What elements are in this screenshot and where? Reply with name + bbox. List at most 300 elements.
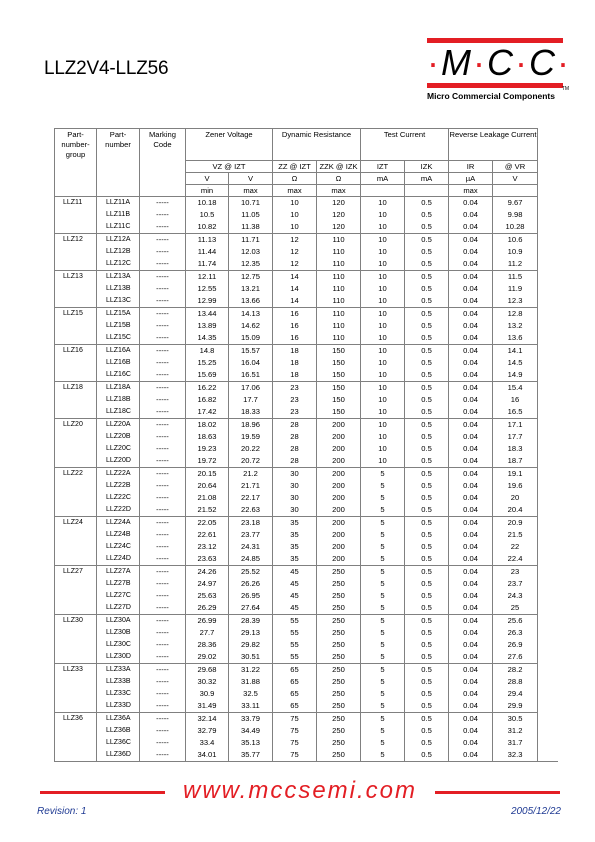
marking-code-cell: ----- (140, 517, 186, 530)
izk-cell: 0.5 (405, 332, 449, 345)
zzk-max-cell: 250 (317, 578, 361, 590)
zz-max-cell: 28 (273, 455, 317, 468)
zzk-max-cell: 250 (317, 590, 361, 602)
symbol-vr: @ VR (493, 161, 538, 173)
zz-max-cell: 55 (273, 615, 317, 628)
zzk-max-cell: 250 (317, 749, 361, 762)
izt-cell: 5 (361, 713, 405, 726)
izt-cell: 10 (361, 382, 405, 395)
header-dynamic-resistance: Dynamic Resistance (273, 129, 361, 161)
zz-max-cell: 65 (273, 688, 317, 700)
vz-max-cell: 25.52 (229, 566, 273, 579)
vr-cell: 21.5 (493, 529, 538, 541)
izk-cell: 0.5 (405, 553, 449, 566)
vz-min-cell: 16.22 (186, 382, 229, 395)
izt-cell: 5 (361, 529, 405, 541)
ir-max-cell: 0.04 (449, 517, 493, 530)
zz-max-cell: 16 (273, 332, 317, 345)
vr-cell: 23.7 (493, 578, 538, 590)
izt-cell: 5 (361, 615, 405, 628)
vz-min-cell: 25.63 (186, 590, 229, 602)
izk-cell: 0.5 (405, 308, 449, 321)
zzk-max-cell: 250 (317, 688, 361, 700)
vz-max-cell: 35.77 (229, 749, 273, 762)
vr-cell: 23 (493, 566, 538, 579)
table-row (55, 443, 538, 455)
zz-max-cell: 10 (273, 221, 317, 234)
footer-bar-left (40, 791, 165, 794)
table-row (55, 737, 538, 749)
izk-cell: 0.5 (405, 271, 449, 284)
vz-min-cell: 20.15 (186, 468, 229, 481)
part-number-cell: LLZ11C (97, 221, 140, 234)
ir-max-cell: 0.04 (449, 492, 493, 504)
vr-cell: 25 (493, 602, 538, 615)
part-number-cell: LLZ13A (97, 271, 140, 284)
vr-cell: 24.3 (493, 590, 538, 602)
vr-cell: 12.8 (493, 308, 538, 321)
zz-max-cell: 45 (273, 590, 317, 602)
table-row (55, 651, 538, 664)
table-row (55, 295, 538, 308)
zz-max-cell: 35 (273, 529, 317, 541)
zzk-max-cell: 200 (317, 419, 361, 432)
table-row (55, 308, 538, 321)
ir-max-cell: 0.04 (449, 308, 493, 321)
vz-max-cell: 11.05 (229, 209, 273, 221)
unit-cell: V (493, 173, 538, 185)
izk-cell: 0.5 (405, 258, 449, 271)
vz-min-cell: 17.42 (186, 406, 229, 419)
zzk-max-cell: 110 (317, 308, 361, 321)
part-number-cell: LLZ36D (97, 749, 140, 762)
part-group-cell: LLZ20 (55, 419, 97, 468)
ir-max-cell: 0.04 (449, 295, 493, 308)
logo-subtitle: Micro Commercial Components (427, 91, 555, 101)
vr-cell: 9.67 (493, 197, 538, 210)
table-row (55, 406, 538, 419)
marking-code-cell: ----- (140, 590, 186, 602)
ir-max-cell: 0.04 (449, 676, 493, 688)
part-number-cell: LLZ33B (97, 676, 140, 688)
vz-min-cell: 21.08 (186, 492, 229, 504)
vz-min-cell: 13.44 (186, 308, 229, 321)
marking-code-cell: ----- (140, 480, 186, 492)
part-number-cell: LLZ20A (97, 419, 140, 432)
zzk-max-cell: 250 (317, 627, 361, 639)
part-number-cell: LLZ30C (97, 639, 140, 651)
unit-cell: µA (449, 173, 493, 185)
vr-cell: 14.9 (493, 369, 538, 382)
part-number-cell: LLZ36B (97, 725, 140, 737)
table-row (55, 749, 538, 762)
zzk-max-cell: 200 (317, 455, 361, 468)
vr-cell: 17.7 (493, 431, 538, 443)
izk-cell: 0.5 (405, 566, 449, 579)
table-row (55, 382, 538, 395)
zz-max-cell: 14 (273, 283, 317, 295)
vz-min-cell: 32.14 (186, 713, 229, 726)
vr-cell: 19.6 (493, 480, 538, 492)
izt-cell: 10 (361, 283, 405, 295)
izk-cell: 0.5 (405, 492, 449, 504)
izk-cell: 0.5 (405, 504, 449, 517)
ir-max-cell: 0.04 (449, 209, 493, 221)
table-row (55, 221, 538, 234)
ir-max-cell: 0.04 (449, 566, 493, 579)
vr-cell: 11.2 (493, 258, 538, 271)
marking-code-cell: ----- (140, 271, 186, 284)
zzk-max-cell: 250 (317, 664, 361, 677)
izt-cell: 10 (361, 209, 405, 221)
izt-cell: 10 (361, 295, 405, 308)
marking-code-cell: ----- (140, 345, 186, 358)
table-row (55, 394, 538, 406)
izk-cell: 0.5 (405, 725, 449, 737)
table-row (55, 713, 538, 726)
part-number-cell: LLZ20C (97, 443, 140, 455)
part-group-cell: LLZ33 (55, 664, 97, 713)
marking-code-cell: ----- (140, 725, 186, 737)
ir-max-cell: 0.04 (449, 664, 493, 677)
marking-code-cell: ----- (140, 578, 186, 590)
part-number-cell: LLZ13C (97, 295, 140, 308)
zzk-max-cell: 150 (317, 394, 361, 406)
part-number-cell: LLZ11B (97, 209, 140, 221)
vz-max-cell: 29.13 (229, 627, 273, 639)
zzk-max-cell: 200 (317, 529, 361, 541)
symbol-zzk: ZZK @ IZK (317, 161, 361, 173)
ir-max-cell: 0.04 (449, 258, 493, 271)
marking-code-cell: ----- (140, 627, 186, 639)
vz-max-cell: 14.13 (229, 308, 273, 321)
izt-cell: 5 (361, 688, 405, 700)
izk-cell: 0.5 (405, 345, 449, 358)
part-group-cell: LLZ11 (55, 197, 97, 234)
vz-min-cell: 29.02 (186, 651, 229, 664)
izk-cell: 0.5 (405, 713, 449, 726)
table-row (55, 688, 538, 700)
ir-max-cell: 0.04 (449, 541, 493, 553)
table-row (55, 369, 538, 382)
logo-tm: TM (561, 86, 569, 92)
zz-max-cell: 16 (273, 308, 317, 321)
izk-cell: 0.5 (405, 651, 449, 664)
vz-max-cell: 33.11 (229, 700, 273, 713)
izt-cell: 5 (361, 541, 405, 553)
izk-cell: 0.5 (405, 455, 449, 468)
marking-code-cell: ----- (140, 749, 186, 762)
marking-code-cell: ----- (140, 406, 186, 419)
marking-code-cell: ----- (140, 394, 186, 406)
part-number-cell: LLZ27B (97, 578, 140, 590)
zzk-max-cell: 250 (317, 713, 361, 726)
vz-max-cell: 16.04 (229, 357, 273, 369)
revision-label: Revision: 1 (37, 806, 87, 817)
footer-divider (54, 761, 558, 762)
ir-max-cell: 0.04 (449, 602, 493, 615)
zz-max-cell: 65 (273, 676, 317, 688)
table-row (55, 578, 538, 590)
zzk-max-cell: 150 (317, 406, 361, 419)
marking-code-cell: ----- (140, 357, 186, 369)
zz-max-cell: 35 (273, 541, 317, 553)
ir-max-cell: 0.04 (449, 480, 493, 492)
izt-cell: 10 (361, 369, 405, 382)
page-title: LLZ2V4-LLZ56 (44, 58, 169, 79)
table-row (55, 602, 538, 615)
vz-min-cell: 30.32 (186, 676, 229, 688)
part-number-cell: LLZ15B (97, 320, 140, 332)
part-number-cell: LLZ27D (97, 602, 140, 615)
part-number-cell: LLZ12A (97, 234, 140, 247)
marking-code-cell: ----- (140, 455, 186, 468)
vz-max-cell: 28.39 (229, 615, 273, 628)
zz-max-cell: 75 (273, 749, 317, 762)
part-number-cell: LLZ36A (97, 713, 140, 726)
vr-cell: 18.3 (493, 443, 538, 455)
marking-code-cell: ----- (140, 492, 186, 504)
marking-code-cell: ----- (140, 676, 186, 688)
zzk-max-cell: 110 (317, 246, 361, 258)
vz-min-cell: 10.82 (186, 221, 229, 234)
vr-cell: 13.6 (493, 332, 538, 345)
part-number-cell: LLZ24A (97, 517, 140, 530)
vz-min-cell: 18.02 (186, 419, 229, 432)
part-group-cell: LLZ15 (55, 308, 97, 345)
zz-max-cell: 30 (273, 468, 317, 481)
vr-cell: 13.2 (493, 320, 538, 332)
part-number-cell: LLZ33C (97, 688, 140, 700)
izk-cell: 0.5 (405, 283, 449, 295)
part-group-cell: LLZ18 (55, 382, 97, 419)
symbol-zz: ZZ @ IZT (273, 161, 317, 173)
ir-max-cell: 0.04 (449, 369, 493, 382)
ir-max-cell: 0.04 (449, 504, 493, 517)
vz-min-cell: 23.63 (186, 553, 229, 566)
zzk-max-cell: 120 (317, 209, 361, 221)
part-number-cell: LLZ33D (97, 700, 140, 713)
unit-cell: Ω (317, 173, 361, 185)
table-row (55, 320, 538, 332)
vr-cell: 25.6 (493, 615, 538, 628)
vz-min-cell: 19.23 (186, 443, 229, 455)
zzk-max-cell: 150 (317, 345, 361, 358)
table-row (55, 553, 538, 566)
vz-max-cell: 31.88 (229, 676, 273, 688)
zz-max-cell: 30 (273, 504, 317, 517)
vr-cell: 20.9 (493, 517, 538, 530)
part-number-cell: LLZ16A (97, 345, 140, 358)
izk-cell: 0.5 (405, 517, 449, 530)
ir-max-cell: 0.04 (449, 382, 493, 395)
vr-cell: 18.7 (493, 455, 538, 468)
izt-cell: 5 (361, 468, 405, 481)
part-number-cell: LLZ12B (97, 246, 140, 258)
vz-max-cell: 12.03 (229, 246, 273, 258)
ir-max-cell: 0.04 (449, 455, 493, 468)
footer-url-block (40, 778, 560, 804)
part-number-cell: LLZ24D (97, 553, 140, 566)
zzk-max-cell: 250 (317, 615, 361, 628)
marking-code-cell: ----- (140, 308, 186, 321)
zzk-max-cell: 150 (317, 382, 361, 395)
zz-max-cell: 45 (273, 578, 317, 590)
marking-code-cell: ----- (140, 209, 186, 221)
marking-code-cell: ----- (140, 639, 186, 651)
part-number-cell: LLZ22C (97, 492, 140, 504)
revision-date: 2005/12/22 (510, 806, 561, 817)
vz-max-cell: 10.71 (229, 197, 273, 210)
vz-max-cell: 34.49 (229, 725, 273, 737)
part-group-cell: LLZ13 (55, 271, 97, 308)
marking-code-cell: ----- (140, 283, 186, 295)
zz-max-cell: 16 (273, 320, 317, 332)
table-row (55, 234, 538, 247)
izk-cell: 0.5 (405, 357, 449, 369)
limit-cell (405, 185, 449, 197)
table-row (55, 676, 538, 688)
vz-max-cell: 22.63 (229, 504, 273, 517)
part-number-cell: LLZ22D (97, 504, 140, 517)
marking-code-cell: ----- (140, 431, 186, 443)
zz-max-cell: 65 (273, 664, 317, 677)
marking-code-cell: ----- (140, 332, 186, 345)
symbol-ir: IR (449, 161, 493, 173)
izt-cell: 10 (361, 345, 405, 358)
ir-max-cell: 0.04 (449, 627, 493, 639)
vz-max-cell: 23.77 (229, 529, 273, 541)
izk-cell: 0.5 (405, 295, 449, 308)
vz-max-cell: 35.13 (229, 737, 273, 749)
footer-url-link[interactable]: www.mccsemi.com (182, 777, 417, 804)
vz-min-cell: 12.11 (186, 271, 229, 284)
zzk-max-cell: 200 (317, 468, 361, 481)
marking-code-cell: ----- (140, 553, 186, 566)
vz-max-cell: 21.71 (229, 480, 273, 492)
vr-cell: 29.9 (493, 700, 538, 713)
ir-max-cell: 0.04 (449, 443, 493, 455)
izt-cell: 10 (361, 246, 405, 258)
table-row (55, 455, 538, 468)
unit-cell: V (186, 173, 229, 185)
vz-min-cell: 24.97 (186, 578, 229, 590)
vr-cell: 28.2 (493, 664, 538, 677)
vz-max-cell: 21.2 (229, 468, 273, 481)
zz-max-cell: 55 (273, 651, 317, 664)
izt-cell: 5 (361, 664, 405, 677)
part-number-cell: LLZ12C (97, 258, 140, 271)
marking-code-cell: ----- (140, 602, 186, 615)
zz-max-cell: 18 (273, 345, 317, 358)
izk-cell: 0.5 (405, 406, 449, 419)
part-group-cell: LLZ12 (55, 234, 97, 271)
vr-cell: 16 (493, 394, 538, 406)
izt-cell: 10 (361, 197, 405, 210)
part-number-cell: LLZ30A (97, 615, 140, 628)
zz-max-cell: 18 (273, 369, 317, 382)
ir-max-cell: 0.04 (449, 345, 493, 358)
logo-mark: ·M·C·C· (427, 42, 571, 83)
vz-max-cell: 31.22 (229, 664, 273, 677)
vz-min-cell: 31.49 (186, 700, 229, 713)
vz-min-cell: 20.64 (186, 480, 229, 492)
zzk-max-cell: 200 (317, 480, 361, 492)
ir-max-cell: 0.04 (449, 357, 493, 369)
izk-cell: 0.5 (405, 419, 449, 432)
zz-max-cell: 45 (273, 566, 317, 579)
vr-cell: 22.4 (493, 553, 538, 566)
vz-min-cell: 14.35 (186, 332, 229, 345)
izk-cell: 0.5 (405, 221, 449, 234)
marking-code-cell: ----- (140, 566, 186, 579)
part-number-cell: LLZ11A (97, 197, 140, 210)
marking-code-cell: ----- (140, 419, 186, 432)
izk-cell: 0.5 (405, 382, 449, 395)
ir-max-cell: 0.04 (449, 553, 493, 566)
izk-cell: 0.5 (405, 529, 449, 541)
ir-max-cell: 0.04 (449, 197, 493, 210)
izt-cell: 5 (361, 651, 405, 664)
vz-min-cell: 32.79 (186, 725, 229, 737)
marking-code-cell: ----- (140, 504, 186, 517)
part-number-cell: LLZ20B (97, 431, 140, 443)
table-row (55, 345, 538, 358)
part-number-cell: LLZ27C (97, 590, 140, 602)
izk-cell: 0.5 (405, 602, 449, 615)
zz-max-cell: 10 (273, 197, 317, 210)
vz-min-cell: 30.9 (186, 688, 229, 700)
zzk-max-cell: 110 (317, 295, 361, 308)
part-group-cell: LLZ22 (55, 468, 97, 517)
vz-max-cell: 20.22 (229, 443, 273, 455)
vz-min-cell: 15.69 (186, 369, 229, 382)
zz-max-cell: 28 (273, 431, 317, 443)
vz-min-cell: 19.72 (186, 455, 229, 468)
vr-cell: 9.98 (493, 209, 538, 221)
vz-max-cell: 30.51 (229, 651, 273, 664)
zz-max-cell: 12 (273, 258, 317, 271)
part-number-cell: LLZ18C (97, 406, 140, 419)
izk-cell: 0.5 (405, 688, 449, 700)
izt-cell: 10 (361, 394, 405, 406)
header-test-current: Test Current (361, 129, 449, 161)
izk-cell: 0.5 (405, 627, 449, 639)
zz-max-cell: 18 (273, 357, 317, 369)
izt-cell: 10 (361, 406, 405, 419)
limit-cell: max (317, 185, 361, 197)
ir-max-cell: 0.04 (449, 737, 493, 749)
vz-max-cell: 23.18 (229, 517, 273, 530)
table-row (55, 700, 538, 713)
zz-max-cell: 75 (273, 713, 317, 726)
vr-cell: 26.9 (493, 639, 538, 651)
limit-cell: max (449, 185, 493, 197)
vr-cell: 11.9 (493, 283, 538, 295)
vz-min-cell: 28.36 (186, 639, 229, 651)
header-reverse-leakage: Reverse Leakage Current (449, 129, 538, 161)
vz-min-cell: 21.52 (186, 504, 229, 517)
marking-code-cell: ----- (140, 221, 186, 234)
table-row (55, 197, 538, 210)
marking-code-cell: ----- (140, 529, 186, 541)
part-number-cell: LLZ16B (97, 357, 140, 369)
zzk-max-cell: 110 (317, 234, 361, 247)
zzk-max-cell: 250 (317, 676, 361, 688)
marking-code-cell: ----- (140, 320, 186, 332)
vr-cell: 10.28 (493, 221, 538, 234)
ir-max-cell: 0.04 (449, 234, 493, 247)
